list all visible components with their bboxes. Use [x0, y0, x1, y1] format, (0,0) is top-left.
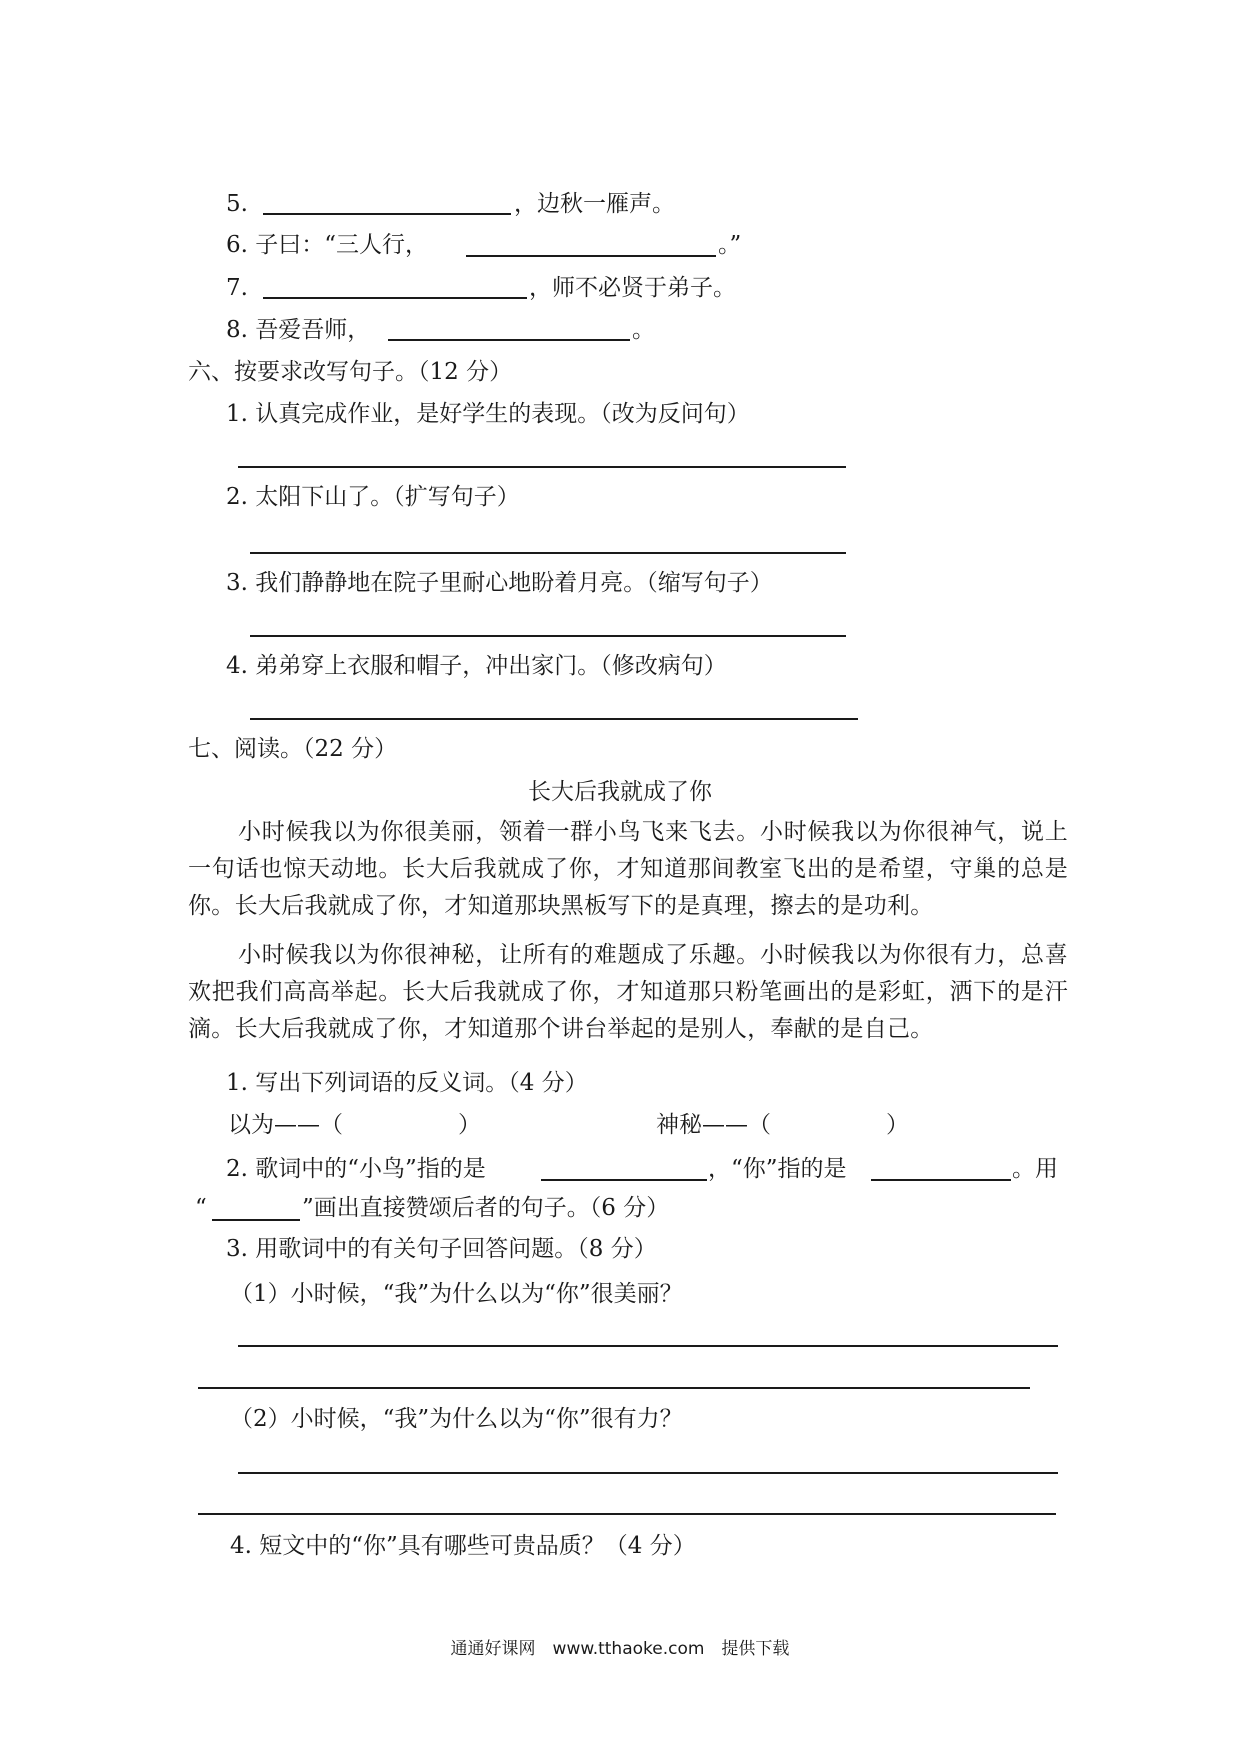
q5-number: 5.: [226, 191, 248, 217]
section7-q3-2: （2）小时候，“我”为什么以为“你”很有力？: [230, 1406, 683, 1432]
section6-q3-answer-line[interactable]: [250, 635, 846, 637]
section7-q2-part-c: 。用: [1012, 1156, 1058, 1182]
section6-q1-answer-line[interactable]: [238, 466, 846, 468]
section7-q3-1-answer-line-1[interactable]: [238, 1345, 1058, 1347]
page-footer: 通通好课网 www.tthaoke.com 提供下载: [450, 1639, 790, 1659]
q8-suffix: 。: [632, 317, 655, 343]
section6-q2-answer-line[interactable]: [250, 552, 846, 554]
section7-q2-part-b: ，“你”指的是: [708, 1156, 847, 1182]
section7-q2-part-a: 2. 歌词中的“小鸟”指的是: [226, 1156, 486, 1182]
section6-q4: 4. 弟弟穿上衣服和帽子，冲出家门。（修改病句）: [226, 653, 727, 679]
section7-q2-mark-example: [212, 1219, 300, 1221]
q5-answer-blank[interactable]: [263, 213, 511, 215]
section7-q2-blank-1[interactable]: [541, 1179, 707, 1181]
q6-answer-blank[interactable]: [466, 255, 716, 257]
section7-heading: 七、阅读。（22 分）: [188, 736, 398, 762]
section6-heading: 六、按要求改写句子。（12 分）: [188, 359, 513, 385]
q6-prefix: 6. 子曰：“三人行，: [226, 232, 429, 258]
reading-title: 长大后我就成了你: [528, 779, 712, 805]
section7-q3-2-answer-line-2[interactable]: [198, 1513, 1056, 1515]
q8-answer-blank[interactable]: [388, 339, 630, 341]
q8-prefix: 8. 吾爱吾师，: [226, 317, 371, 343]
section7-q3-2-answer-line-1[interactable]: [238, 1472, 1058, 1474]
section7-q1: 1. 写出下列词语的反义词。（4 分）: [226, 1070, 588, 1096]
reading-paragraph-2: 小时候我以为你很神秘，让所有的难题成了乐趣。小时候我以为你很有力，总喜欢把我们高高举起。长大后我就成了你，才知道那只粉笔画出的是彩虹，洒下的是汗滴。长大后我就成了你，才知道那个讲台举起的是别人，奉献的是自己。: [188, 942, 1068, 1042]
section7-q2-quote-open: “: [195, 1195, 207, 1221]
q6-suffix: 。”: [718, 232, 742, 258]
section7-q2-blank-2[interactable]: [871, 1179, 1011, 1181]
q7-text: ，师不必贤于弟子。: [529, 275, 736, 301]
antonym-2: 神秘——（ ）: [656, 1112, 909, 1138]
antonym-1: 以为——（ ）: [228, 1112, 481, 1138]
section6-q2: 2. 太阳下山了。（扩写句子）: [226, 484, 520, 510]
section7-q3-1-answer-line-2[interactable]: [198, 1387, 1030, 1389]
section7-q3: 3. 用歌词中的有关句子回答问题。（8 分）: [226, 1236, 657, 1262]
section6-q1: 1. 认真完成作业，是好学生的表现。（改为反问句）: [226, 401, 750, 427]
q5-text: ，边秋一雁声。: [514, 191, 675, 217]
section7-q2-line2: ”画出直接赞颂后者的句子。（6 分）: [302, 1195, 670, 1221]
section7-q4: 4. 短文中的“你”具有哪些可贵品质？（4 分）: [230, 1533, 696, 1559]
q7-answer-blank[interactable]: [263, 297, 527, 299]
q7-number: 7.: [226, 275, 248, 301]
section6-q3: 3. 我们静静地在院子里耐心地盼着月亮。（缩写句子）: [226, 570, 773, 596]
reading-paragraph-1: 小时候我以为你很美丽，领着一群小鸟飞来飞去。小时候我以为你很神气，说上一句话也惊天动地。长大后我就成了你，才知道那间教室飞出的是希望，守巢的总是你。长大后我就成了你，才知道那块黑板写下的是真理，擦去的是功利。: [188, 819, 1068, 919]
section6-q4-answer-line[interactable]: [250, 718, 858, 720]
section7-q3-1: （1）小时候，“我”为什么以为“你”很美丽？: [230, 1281, 683, 1307]
